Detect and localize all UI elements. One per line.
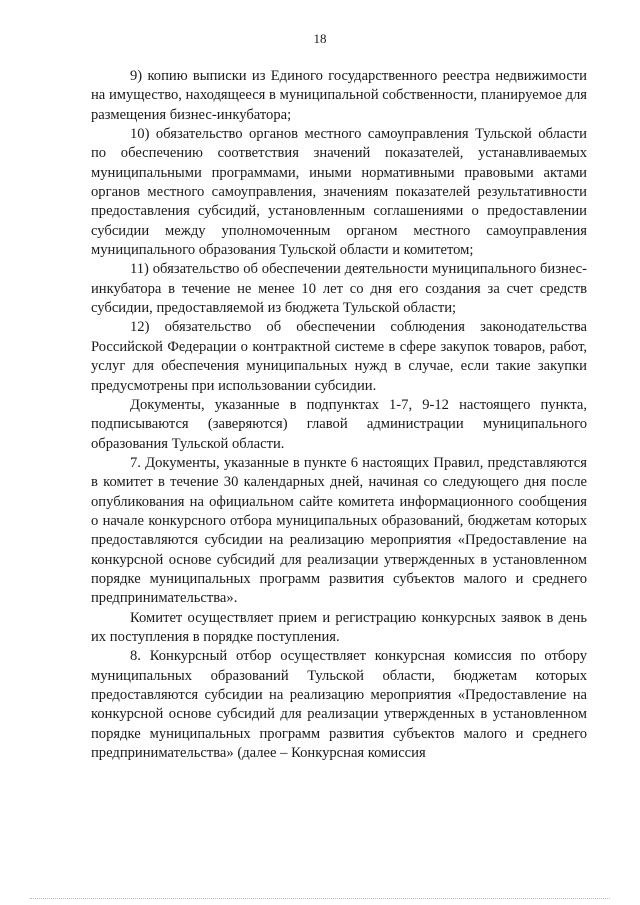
paragraph-item-10: 10) обязательство органов местного самоуправления Тульской области по обеспечению соответствия значений показателей, устанавливаемых муниципальными программами, иными нормативными правовыми актами органов местного самоуправления, значениям показателей результативности предоставления субсидий, установленным соглашениями о предоставлении субсидии между уполномоченным органом местного самоуправления муниципального образования Тульской области и комитетом; bbox=[91, 126, 587, 259]
scan-edge-artifact bbox=[30, 897, 610, 899]
paragraph-item-12: 12) обязательство об обеспечении соблюдения законодательства Российской Федерации о контрактной системе в сфере закупок товаров, работ, услуг для обеспечения муниципальных нужд в случае, если такие закупки предусмотрены при использовании субсидии. bbox=[91, 319, 587, 394]
paragraph-registration-note: Комитет осуществляет прием и регистрацию конкурсных заявок в день их поступления в порядке поступления. bbox=[91, 609, 587, 645]
paragraph-item-11: 11) обязательство об обеспечении деятельности муниципального бизнес-инкубатора в течение не менее 10 лет со дня его создания за счет средств субсидии, предоставляемой из бюджета Тульской области; bbox=[91, 261, 587, 317]
page-number: 18 bbox=[313, 31, 327, 46]
paragraph-signing-note: Документы, указанные в подпунктах 1-7, 9-12 настоящего пункта, подписываются (заверяются) главой администрации муниципального образования Тульской области. bbox=[91, 396, 587, 452]
document-body bbox=[91, 67, 587, 763]
paragraph-clause-7: 7. Документы, указанные в пункте 6 настоящих Правил, представляются в комитет в течение 30 календарных дней, начиная со следующего дня после опубликования на официальном сайте комитета информационного сообщения о начале конкурсного отбора муниципальных образований, бюджетам которых предоставляются субсидии на реализацию мероприятия «Предоставление на конкурсной основе субсидий для реализации утвержденных в установленном порядке муниципальных программ развития субъектов малого и среднего предпринимательства». bbox=[91, 454, 587, 607]
paragraph-item-9: 9) копию выписки из Единого государственного реестра недвижимости на имущество, находящееся в муниципальной собственности, планируемое для размещения бизнес-инкубатора; bbox=[91, 68, 587, 123]
paragraph-clause-8: 8. Конкурсный отбор осуществляет конкурсная комиссия по отбору муниципальных образований Тульской области, бюджетам которых предоставляются субсидии на реализацию мероприятия «Предоставление на конкурсной основе субсидий для реализации утвержденных в установленном порядке муниципальных программ развития субъектов малого и среднего предпринимательства» (далее – Конкурсная комиссия bbox=[91, 648, 587, 762]
